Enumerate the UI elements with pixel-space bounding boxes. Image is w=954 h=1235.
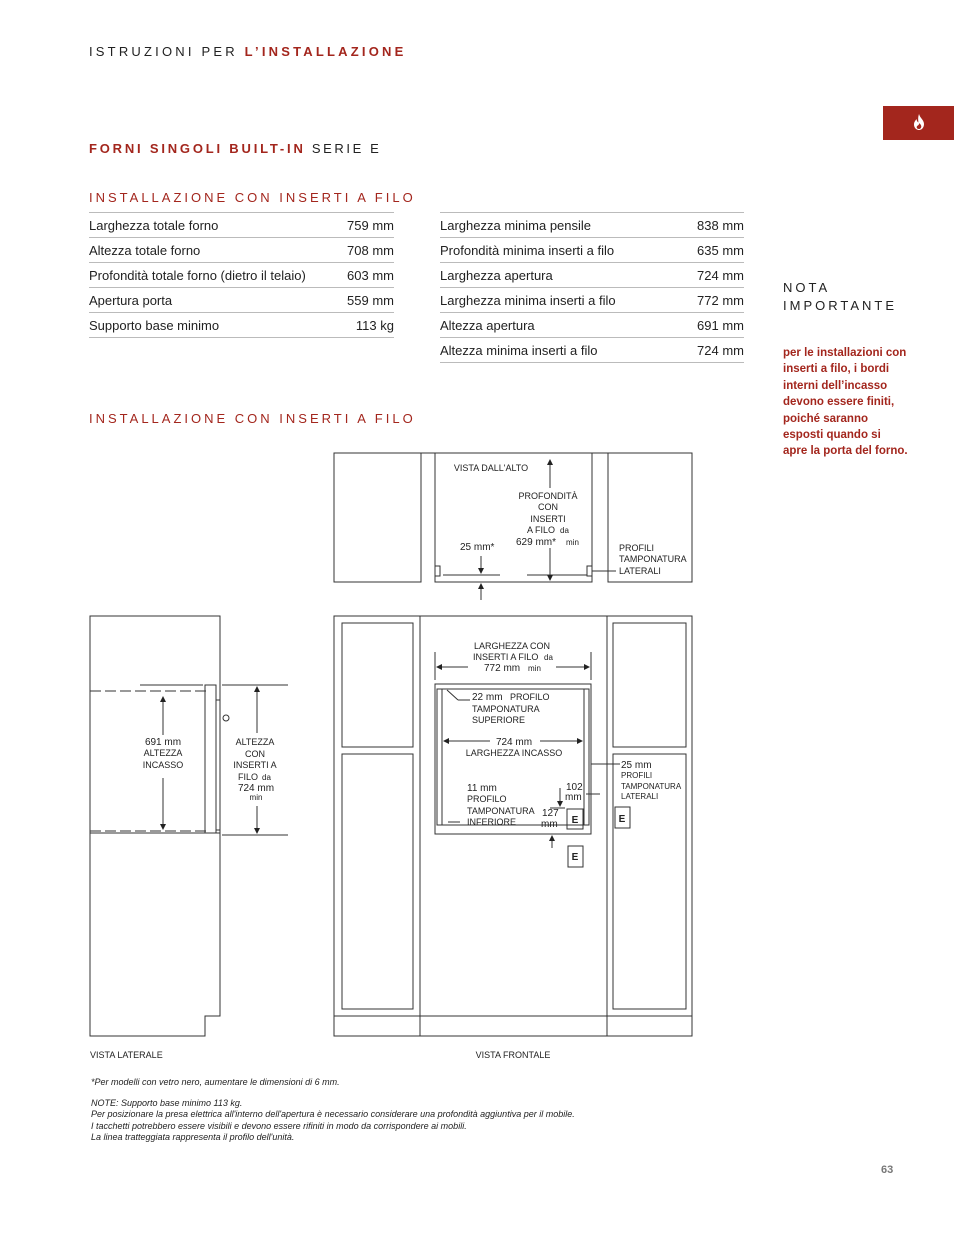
- side-trim-label-2: TAMPONATURA: [621, 782, 682, 791]
- side-view: [90, 616, 288, 1036]
- side-flush-label-4: FILO: [238, 772, 259, 782]
- top-view: [334, 453, 692, 600]
- side-height-value: 691 mm: [144, 737, 182, 748]
- footnote-2: NOTE: Supporto base minimo 113 kg.: [91, 1097, 243, 1108]
- spec-label: Altezza totale forno: [89, 238, 340, 263]
- top-gap-label: 25 mm*: [460, 542, 495, 553]
- depth-label-1: PROFONDITÀ: [518, 491, 578, 501]
- top-trim-label-3: SUPERIORE: [472, 715, 526, 725]
- top-profili-3: LATERALI: [619, 566, 661, 576]
- footnotes: [91, 1077, 575, 1144]
- bottom-trim-label-1: PROFILO: [467, 794, 507, 804]
- header-prefix: ISTRUZIONI PER: [89, 44, 245, 59]
- front-width-da: da: [544, 653, 553, 662]
- depth-label-3: INSERTI: [530, 514, 566, 524]
- page-number: 63: [881, 1164, 894, 1176]
- side-view-oven-door: [205, 685, 216, 833]
- side-trim-label-1: PROFILI: [621, 771, 653, 780]
- front-view-caption: VISTA FRONTALE: [475, 1050, 551, 1060]
- side-flush-label-2: CON: [245, 749, 265, 759]
- spec-value: 113 kg: [340, 313, 394, 338]
- header-accent: L’INSTALLAZIONE: [244, 44, 407, 59]
- depth-label-2: CON: [538, 502, 558, 512]
- footnote-4: I tacchetti potrebbero essere visibili e devono essere rifiniti in modo da corrispondere ai mobili.: [91, 1120, 467, 1131]
- note-title-line1: NOTA: [783, 280, 831, 295]
- top-view-left-trim: [435, 566, 440, 576]
- spec-label: Altezza apertura: [440, 313, 680, 338]
- dim-102-number: 102: [566, 782, 583, 793]
- spec-label: Larghezza apertura: [440, 263, 680, 288]
- depth-min: min: [566, 538, 579, 547]
- side-view-lower-cabinet: [90, 833, 220, 1036]
- front-width-value: 772 mm: [484, 663, 521, 674]
- front-left-lower-panel: [342, 754, 413, 1009]
- spec-value: 603 mm: [340, 263, 394, 288]
- note-body: per le installazioni con inserti a filo, i bordi interni dell’incasso devono essere finiti, poiché saranno esposti quando si apre la porta del forno.: [783, 347, 908, 458]
- top-trim-value: 22 mm: [472, 692, 503, 703]
- spec-value: 724 mm: [680, 263, 744, 288]
- side-trim-label-3: LATERALI: [621, 792, 659, 801]
- front-width-min: min: [528, 664, 541, 673]
- cutout-width-value: 724 mm: [495, 737, 533, 748]
- section-title-rest: SERIE E: [305, 141, 382, 156]
- spec-value: 772 mm: [680, 288, 744, 313]
- spec-label: Larghezza minima inserti a filo: [440, 288, 680, 313]
- bottom-trim-label-3: INFERIORE: [467, 817, 517, 827]
- top-view-right-trim: [587, 566, 592, 576]
- note-title-line2: IMPORTANTE: [783, 298, 898, 313]
- cutout-width-label: LARGHEZZA INCASSO: [465, 748, 563, 758]
- outlet-e-label-2: E: [571, 852, 579, 863]
- front-right-upper-panel: [613, 623, 686, 747]
- side-flush-da: da: [262, 773, 271, 782]
- top-profili-2: TAMPONATURA: [619, 554, 687, 564]
- section-title-bold: FORNI SINGOLI BUILT-IN: [89, 141, 306, 156]
- spec-value: 838 mm: [680, 213, 744, 238]
- depth-label-da: da: [560, 526, 569, 535]
- specs-title: INSTALLAZIONE CON INSERTI A FILO: [89, 190, 416, 205]
- side-flush-min: min: [249, 793, 263, 802]
- top-trim-label-2: TAMPONATURA: [472, 704, 540, 714]
- outlet-e-label-3: E: [618, 814, 626, 825]
- spec-value: 708 mm: [340, 238, 394, 263]
- footnote-3: Per posizionare la presa elettrica all'interno dell'apertura è necessario considerare una profondità aggiuntiva per il mobile.: [91, 1109, 575, 1119]
- dim-127-unit: mm: [541, 819, 558, 830]
- side-flush-value: 724 mm: [237, 783, 275, 794]
- side-view-caption: VISTA LATERALE: [90, 1050, 163, 1060]
- side-flush-label-3: INSERTI A: [233, 760, 277, 770]
- dim-102-unit: mm: [565, 792, 582, 803]
- top-trim-label-1: PROFILO: [510, 692, 550, 702]
- depth-value: 629 mm*: [516, 537, 557, 548]
- spec-label: Supporto base minimo: [89, 313, 340, 338]
- spec-label: Larghezza totale forno: [89, 213, 340, 238]
- side-flush-label-1: ALTEZZA: [235, 737, 275, 747]
- spec-label: Altezza minima inserti a filo: [440, 338, 680, 363]
- top-profili-1: PROFILI: [619, 543, 655, 553]
- front-width-label-2: INSERTI A FILO: [473, 652, 539, 662]
- top-view-left-cabinet: [334, 453, 421, 582]
- front-left-upper-panel: [342, 623, 413, 747]
- spec-label: Apertura porta: [89, 288, 340, 313]
- footnote-1: *Per modelli con vetro nero, aumentare le dimensioni di 6 mm.: [91, 1077, 340, 1087]
- side-view-upper-cabinet: [90, 616, 220, 833]
- side-trim-value: 25 mm: [621, 760, 652, 771]
- bottom-trim-value: 11 mm: [467, 783, 497, 794]
- top-view-label: VISTA DALL'ALTO: [453, 463, 529, 473]
- outlet-e-label-1: E: [571, 815, 579, 826]
- dim-127-number: 127: [542, 808, 559, 819]
- spec-value: 759 mm: [340, 213, 394, 238]
- side-height-label-2: INCASSO: [142, 760, 184, 770]
- bottom-trim-label-2: TAMPONATURA: [467, 806, 535, 816]
- spec-label: Larghezza minima pensile: [440, 213, 680, 238]
- spec-value: 635 mm: [680, 238, 744, 263]
- spec-label: Profondità minima inserti a filo: [440, 238, 680, 263]
- footnote-5: La linea tratteggiata rappresenta il profilo dell'unità.: [91, 1132, 295, 1142]
- side-height-label-1: ALTEZZA: [143, 748, 183, 758]
- spec-value: 691 mm: [680, 313, 744, 338]
- depth-label-4: A FILO: [527, 525, 556, 535]
- spec-label: Profondità totale forno (dietro il telaio): [89, 263, 340, 288]
- front-width-label-1: LARGHEZZA CON: [473, 641, 551, 651]
- diagram-title: INSTALLAZIONE CON INSERTI A FILO: [89, 411, 416, 426]
- spec-value: 724 mm: [680, 338, 744, 363]
- spec-value: 559 mm: [340, 288, 394, 313]
